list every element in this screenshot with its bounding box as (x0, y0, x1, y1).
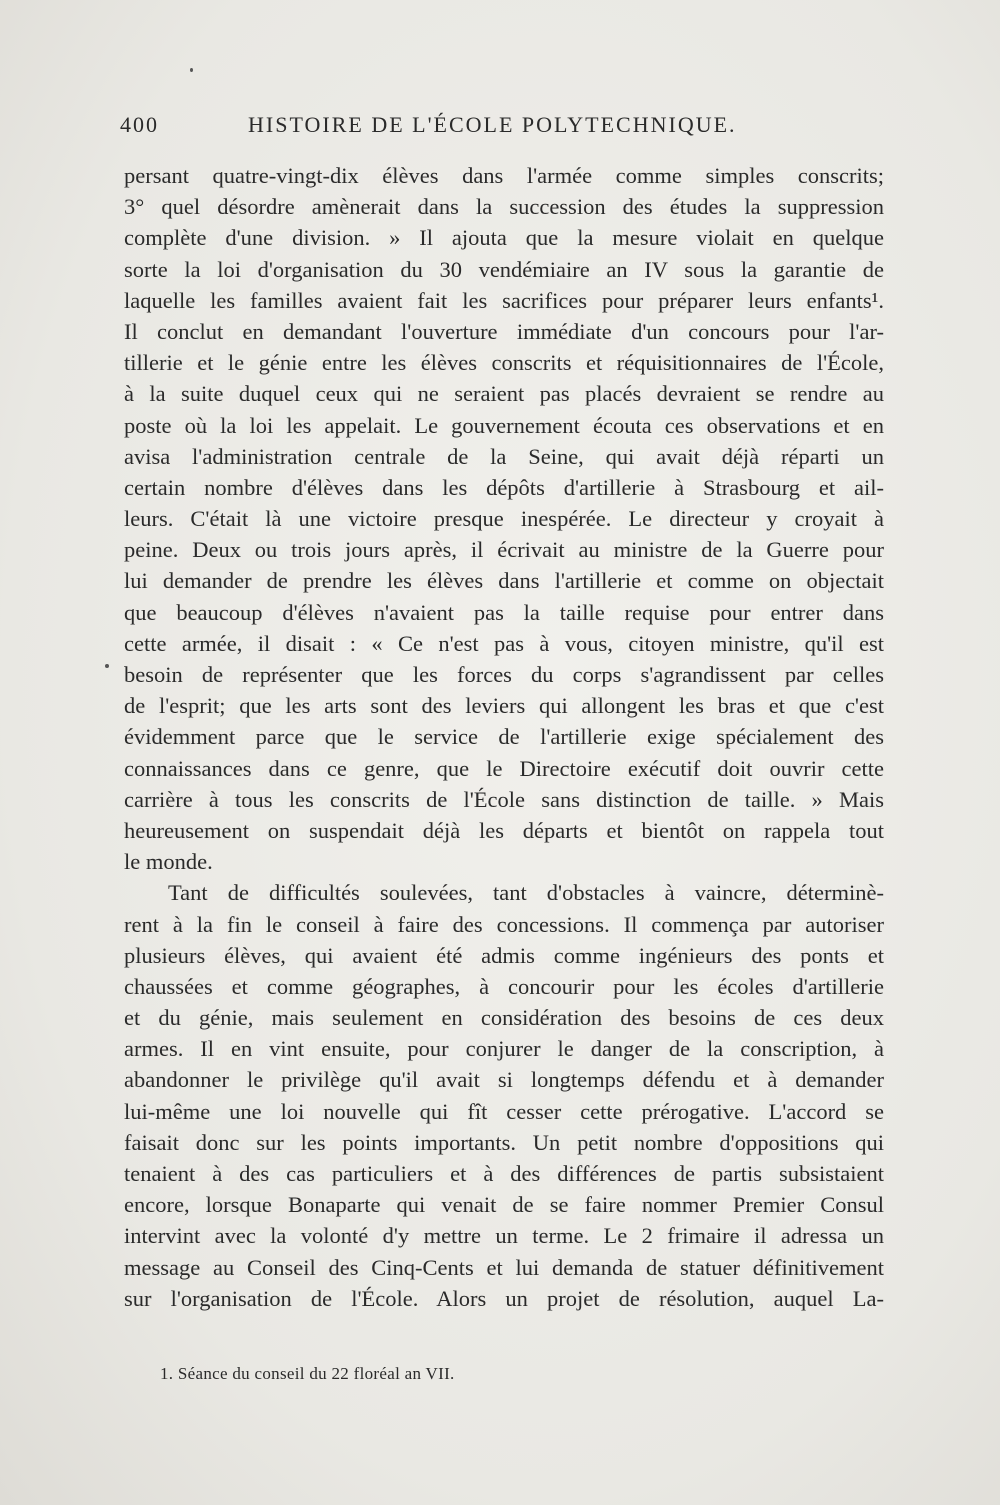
text-line: persant quatre-vingt-dix élèves dans l'armée comme simples conscrits; (124, 163, 884, 188)
text-line: certain nombre d'élèves dans les dépôts d'artillerie à Strasbourg et ail- (124, 474, 884, 500)
text-line: Il conclut en demandant l'ouverture immédiate d'un concours pour l'ar- (124, 318, 884, 344)
text-line: armes. Il en vint ensuite, pour conjurer le danger de la conscription, à (124, 1036, 884, 1062)
text-line: besoin de représenter que les forces du corps s'agrandissent par celles (124, 662, 884, 687)
text-line: complète d'une division. » Il ajouta que la mesure violait en quelque (124, 225, 884, 251)
text-line: lui-même une loi nouvelle qui fît cesser cette prérogative. L'accord se (124, 1098, 884, 1124)
text-line: évidemment parce que le service de l'artillerie exige spécialement des (124, 724, 884, 750)
text-line: que beaucoup d'élèves n'avaient pas la taille requise pour entrer dans (124, 599, 884, 625)
text-line: poste où la loi les appelait. Le gouvernement écouta ces observations et en (124, 412, 884, 438)
text-line: à la suite duquel ceux qui ne seraient pas placés devraient se rendre au (124, 381, 884, 407)
body-text (124, 160, 884, 1314)
text-line: de l'esprit; que les arts sont des leviers qui allongent les bras et que c'est (124, 693, 884, 719)
print-speck (105, 664, 109, 668)
text-line: faisait donc sur les points importants. Un petit nombre d'oppositions qui (124, 1129, 884, 1155)
text-line: 3° quel désordre amènerait dans la succession des études la suppression (124, 194, 884, 220)
text-line: carrière à tous les conscrits de l'École sans distinction de taille. » Mais (124, 786, 884, 812)
text-line: tillerie et le génie entre les élèves conscrits et réquisitionnaires de l'École, (124, 350, 884, 376)
running-head (120, 112, 880, 144)
text-line: leurs. C'était là une victoire presque inespérée. Le directeur y croyait à (124, 506, 884, 532)
text-line: connaissances dans ce genre, que le Directoire exécutif doit ouvrir cette (124, 755, 884, 781)
paragraph-first-line: Tant de difficultés soulevées, tant d'obstacles à vaincre, déterminè- (168, 880, 884, 906)
text-line: abandonner le privilège qu'il avait si longtemps défendu et à demander (124, 1067, 884, 1093)
print-speck (190, 68, 193, 72)
text-line: avisa l'administration centrale de la Seine, qui avait déjà réparti un (124, 443, 884, 469)
text-line: tenaient à des cas particuliers et à des différences de partis subsistaient (124, 1161, 884, 1186)
text-line: rent à la fin le conseil à faire des concessions. Il commença par autoriser (124, 911, 884, 937)
text-line: message au Conseil des Cinq-Cents et lui demanda de statuer définitivement (124, 1254, 884, 1280)
running-title: HISTOIRE DE L'ÉCOLE POLYTECHNIQUE. (248, 112, 737, 137)
footnote: 1. Séance du conseil du 22 floréal an VII. (160, 1364, 455, 1383)
paragraph-last-line: le monde. (124, 849, 213, 875)
text-line: laquelle les familles avaient fait les sacrifices pour préparer leurs enfants¹. (124, 287, 884, 313)
text-line: peine. Deux ou trois jours après, il écrivait au ministre de la Guerre pour (124, 537, 884, 563)
text-line: cette armée, il disait : « Ce n'est pas à vous, citoyen ministre, qu'il est (124, 630, 884, 656)
text-line: plusieurs élèves, qui avaient été admis comme ingénieurs des ponts et (124, 942, 884, 968)
text-line: intervint avec la volonté d'y mettre un terme. Le 2 frimaire il adressa un (124, 1223, 884, 1249)
text-line: sorte la loi d'organisation du 30 vendémiaire an IV sous la garantie de (124, 256, 884, 282)
text-line: sur l'organisation de l'École. Alors un projet de résolution, auquel La- (124, 1285, 884, 1311)
text-line: chaussées et comme géographes, à concourir pour les écoles d'artillerie (124, 973, 884, 999)
text-line: encore, lorsque Bonaparte qui venait de se faire nommer Premier Consul (124, 1192, 884, 1218)
text-line: lui demander de prendre les élèves dans l'artillerie et comme on objectait (124, 568, 884, 594)
text-line: heureusement on suspendait déjà les départs et bientôt on rappela tout (124, 817, 884, 843)
page-number: 400 (120, 112, 159, 137)
text-line: et du génie, mais seulement en considération des besoins de ces deux (124, 1005, 884, 1031)
